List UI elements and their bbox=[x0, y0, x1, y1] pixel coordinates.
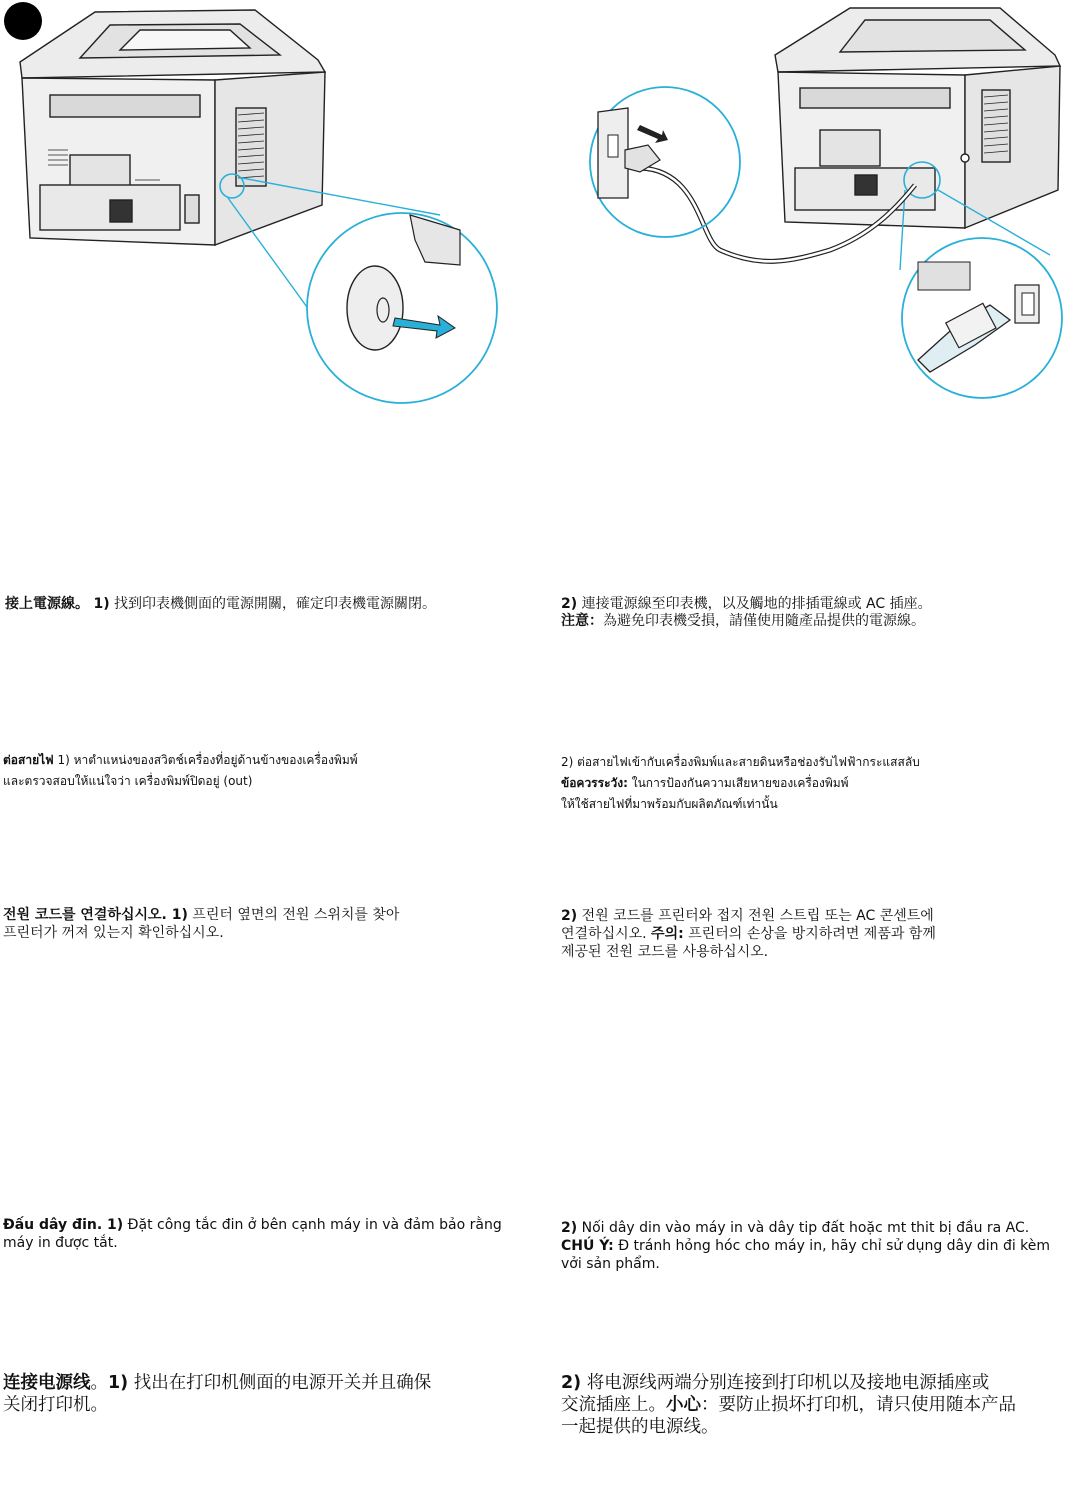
printer-rear-illustration bbox=[0, 0, 1085, 430]
step-label: 1) bbox=[166, 907, 188, 923]
step-text: 連接電源線至印表機，以及觸地的排插電線或 AC 插座。 bbox=[577, 596, 932, 612]
wall-outlet-callout bbox=[590, 87, 740, 237]
caution-text: 프린터의 손상을 방지하려면 제품과 함께 bbox=[683, 926, 936, 942]
line-3: 제공된 전원 코드를 사용하십시오. bbox=[561, 944, 769, 960]
caution-text: 為避免印表機受損，請僅使用隨產品提供的電源線。 bbox=[603, 613, 925, 629]
line-1: Nối dây din vào máy in và dây tip đất hoặc mt thit bị đầu ra AC. bbox=[577, 1220, 1030, 1236]
caution-text: Đ tránh hỏng hóc cho máy in, hãy chỉ sử dụng dây din đi kèm bbox=[613, 1238, 1051, 1254]
line-2: 交流插座上。 bbox=[561, 1395, 666, 1415]
right-printer bbox=[775, 8, 1060, 228]
instructions-ko-right bbox=[561, 907, 1081, 961]
line-3: 一起提供的电源线。 bbox=[561, 1417, 719, 1437]
instructions-zh-cn-left bbox=[3, 1372, 543, 1416]
caution-label: 주의: bbox=[651, 926, 684, 942]
caution-label: 小心 bbox=[666, 1395, 701, 1415]
step-label: 1) bbox=[108, 1373, 129, 1393]
line-2: 프린터가 꺼져 있는지 확인하십시오. bbox=[3, 925, 224, 941]
instructions-th-right bbox=[561, 752, 1081, 815]
step-text: 找到印表機側面的電源開關，確定印表機電源關閉。 bbox=[109, 596, 437, 612]
caution-label: CHÚ Ý: bbox=[561, 1238, 614, 1254]
setup-illustration bbox=[0, 0, 1085, 430]
step-label: 2) bbox=[561, 1220, 578, 1236]
left-printer bbox=[20, 10, 325, 245]
instructions-zh-tw-left bbox=[5, 596, 525, 613]
line-1: 전원 코드를 프린터와 접지 전원 스트립 또는 AC 콘센트에 bbox=[577, 908, 934, 924]
caution-label: ข้อควรระวัง: bbox=[561, 776, 628, 790]
instructions-vi-right bbox=[561, 1219, 1081, 1273]
title: 连接电源线 bbox=[3, 1373, 91, 1393]
caution-text: ：要防止损坏打印机，请只使用随本产品 bbox=[701, 1395, 1016, 1415]
title: Đấu dây đin. bbox=[3, 1217, 103, 1233]
step-label: 2) bbox=[561, 1373, 582, 1393]
power-socket-callout bbox=[902, 238, 1062, 398]
line-1: 2) ต่อสายไฟเข้ากับเครื่องพิมพ์และสายดินหรือช่องรับไฟฟ้ากระแสสลับ bbox=[561, 755, 920, 769]
title: ต่อสายไฟ bbox=[3, 753, 54, 767]
line-2: และตรวจสอบให้แน่ใจว่า เครื่องพิมพ์ปิดอยู่ (out) bbox=[3, 774, 253, 788]
line-1: 将电源线两端分别连接到打印机以及接地电源插座或 bbox=[581, 1373, 990, 1393]
caution-label: 注意： bbox=[561, 613, 603, 629]
line-1: Đặt công tắc đin ở bên cạnh máy in và đảm bảo rằng bbox=[123, 1217, 502, 1233]
line-1: 1) หาตำแหน่งของสวิตช์เครื่องที่อยู่ด้านข้างของเครื่องพิมพ์ bbox=[53, 753, 358, 767]
title: 전원 코드를 연결하십시오. bbox=[3, 907, 167, 923]
line-1: 프린터 옆면의 전원 스위치를 찾아 bbox=[187, 907, 400, 923]
step-label: 2) bbox=[561, 596, 578, 612]
power-switch-callout bbox=[307, 213, 497, 403]
step-label: 1) bbox=[102, 1217, 124, 1233]
separator: 。 bbox=[90, 1373, 108, 1393]
line-3: ให้ใช้สายไฟที่มาพร้อมกับผลิตภัณฑ์เท่านั้น bbox=[561, 797, 778, 811]
step-label: 1) bbox=[93, 596, 110, 612]
step-label: 2) bbox=[561, 908, 578, 924]
line-2: 关闭打印机。 bbox=[3, 1395, 108, 1415]
instructions-ko-left bbox=[3, 906, 543, 942]
line-2: 연결하십시오. bbox=[561, 926, 652, 942]
caution-text: ในการป้องกันความเสียหายของเครื่องพิมพ์ bbox=[627, 776, 849, 790]
title: 接上電源線。 bbox=[5, 596, 89, 612]
line-2: máy in được tắt. bbox=[3, 1235, 118, 1251]
line-1: 找出在打印机侧面的电源开关并且确保 bbox=[128, 1373, 432, 1393]
instructions-zh-tw-right bbox=[561, 596, 1081, 630]
line-3: vởi sản phẩm. bbox=[561, 1256, 660, 1272]
instructions-th-left bbox=[3, 750, 523, 792]
instructions-zh-cn-right bbox=[561, 1372, 1081, 1438]
instructions-vi-left bbox=[3, 1216, 543, 1252]
